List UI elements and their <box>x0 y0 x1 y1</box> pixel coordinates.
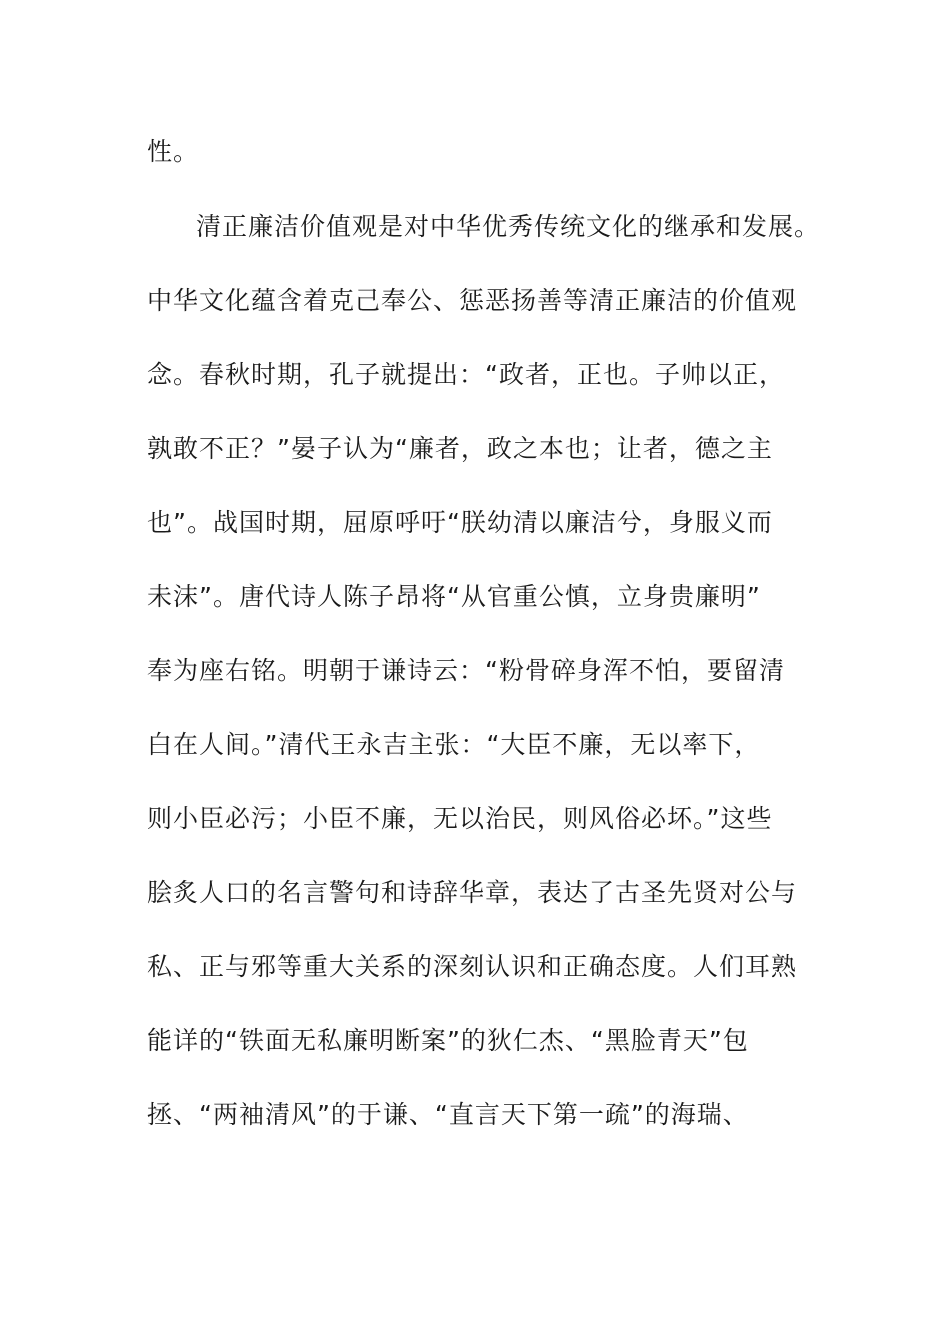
text-line: 拯、“两袖清风”的于谦、“直言天下第一疏”的海瑞、 <box>147 1100 749 1129</box>
text-line: 能详的“铁面无私廉明断案”的狄仁杰、“黑脸青天”包 <box>147 1026 749 1055</box>
text-line: 奉为座右铭。明朝于谦诗云：“粉骨碎身浑不怕，要留清 <box>147 656 785 685</box>
paragraph-first-line: 清正廉洁价值观是对中华优秀传统文化的继承和发展。 <box>196 212 821 241</box>
text-line: 中华文化蕴含着克己奉公、惩恶扬善等清正廉洁的价值观 <box>147 286 798 315</box>
text-line: 念。春秋时期，孔子就提出：“政者，正也。子帅以正， <box>147 360 785 389</box>
text-line: 性。 <box>147 137 200 166</box>
text-line: 脍炙人口的名言警句和诗辞华章，表达了古圣先贤对公与 <box>147 878 798 907</box>
text-line: 白在人间。”清代王永吉主张：“大臣不廉，无以率下， <box>147 730 761 759</box>
text-line: 孰敢不正？”晏子认为“廉者，政之本也；让者，德之主 <box>147 434 773 463</box>
text-line: 私、正与邪等重大关系的深刻认识和正确态度。人们耳熟 <box>147 952 798 981</box>
text-line: 则小臣必污；小臣不廉，无以治民，则风俗必坏。”这些 <box>147 804 773 833</box>
text-line: 未沫”。唐代诗人陈子昂将“从官重公慎，立身贵廉明” <box>147 582 761 611</box>
text-line: 也”。战国时期，屈原呼吁“朕幼清以廉洁兮，身服义而 <box>147 508 773 537</box>
